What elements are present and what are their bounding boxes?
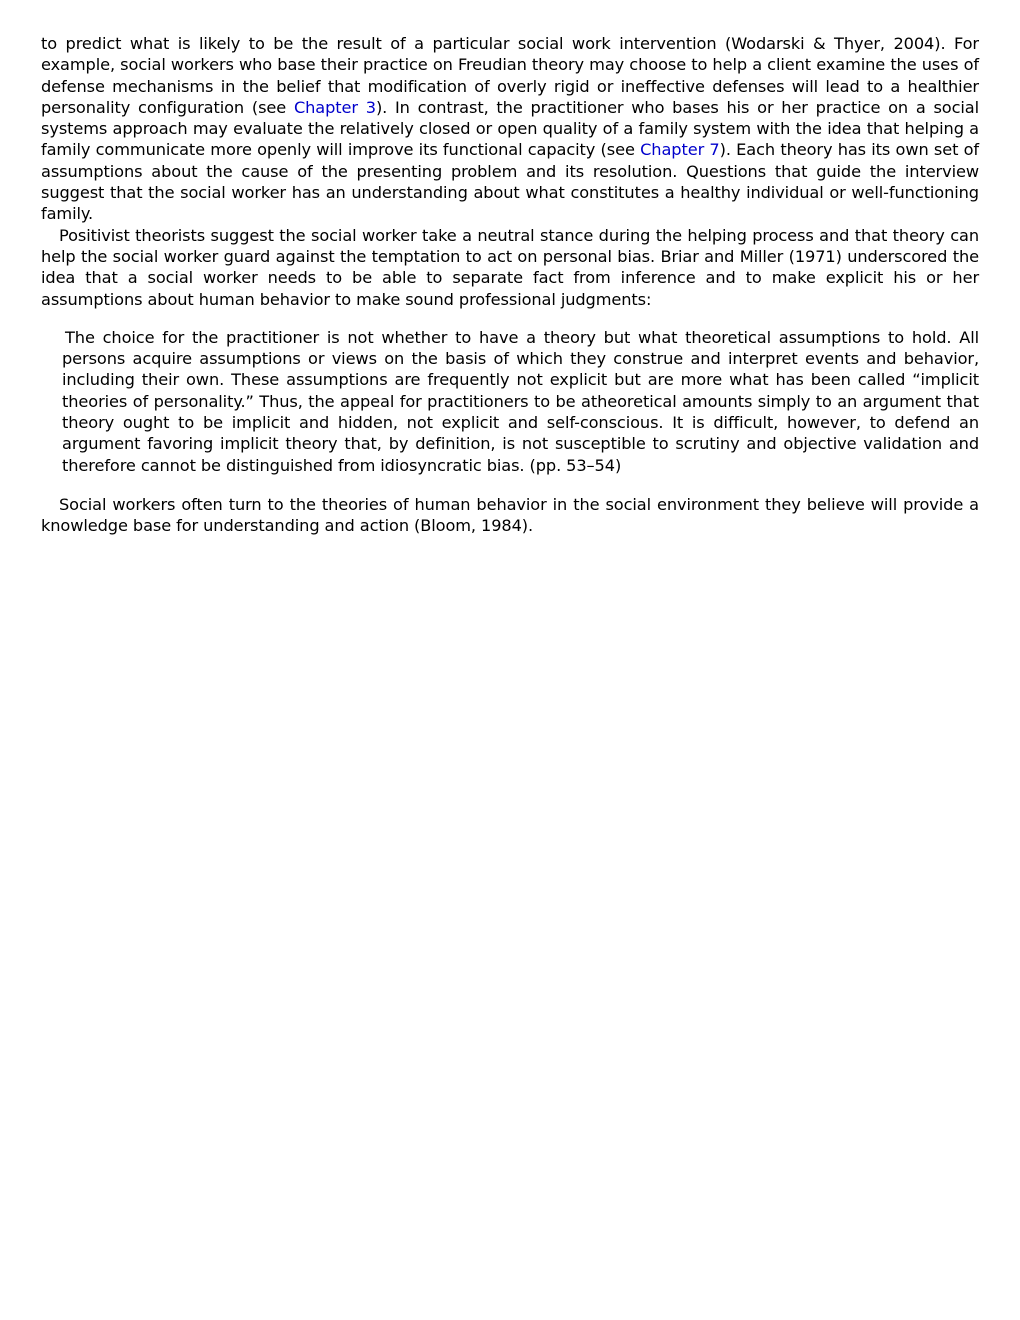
paragraph-1-text-b: ). In contrast, the practitioner who bases his or her practice on a social systems approach may evaluate the relatively closed or open quality of a family system with the idea that helping a family communicate more openly will improve its functional capacity (see <box>41 97 979 160</box>
paragraph-1-text-c: ). Each theory has its own set of assumptions about the cause of the presenting problem and its resolution. Questions that guide the interview suggest that the social worker has an understanding about what constitutes a healthy individual or well-functioning family. <box>41 140 980 224</box>
block-quote <box>62 327 979 476</box>
chapter-7-link[interactable]: Chapter 7 <box>640 140 720 160</box>
block-quote-text: The choice for the practitioner is not whether to have a theory but what theoretical assumptions to hold. All persons acquire assumptions or views on the basis of which they construe and interpret events and behavior, including their own. These assumptions are frequently not explicit but are more what has been called “implicit theories of personality.” Thus, the appeal for practitioners to be atheoretical amounts simply to an argument that theory ought to be implicit and hidden, not explicit and self-conscious. It is difficult, however, to defend an argument favoring implicit theory that, by definition, is not susceptible to scrutiny and objective validation and therefore cannot be distinguished from idiosyncratic bias. (pp. 53–54) <box>62 327 979 475</box>
chapter-3-link[interactable]: Chapter 3 <box>293 97 376 117</box>
paragraph-1 <box>41 33 979 225</box>
paragraph-3: Social workers often turn to the theories of human behavior in the social environment they believe will provide a knowledge base for understanding and action (Bloom, 1984). <box>41 494 979 536</box>
document-body <box>41 33 979 537</box>
paragraph-1-text-a: to predict what is likely to be the result of a particular social work intervention (Wodarski & Thyer, 2004). For example, social workers who base their practice on Freudian theory may choose to help a client examine the uses of defense mechanisms in the belief that modification of overly rigid or ineffective defenses will lead to a healthier personality configuration (see <box>41 34 979 117</box>
paragraph-2: Positivist theorists suggest the social worker take a neutral stance during the helping process and that theory can help the social worker guard against the temptation to act on personal bias. Briar and Miller (1971) underscored the idea that a social worker needs to be able to separate fact from inference and to make explicit his or her assumptions about human behavior to make sound professional judgments: <box>41 225 979 309</box>
